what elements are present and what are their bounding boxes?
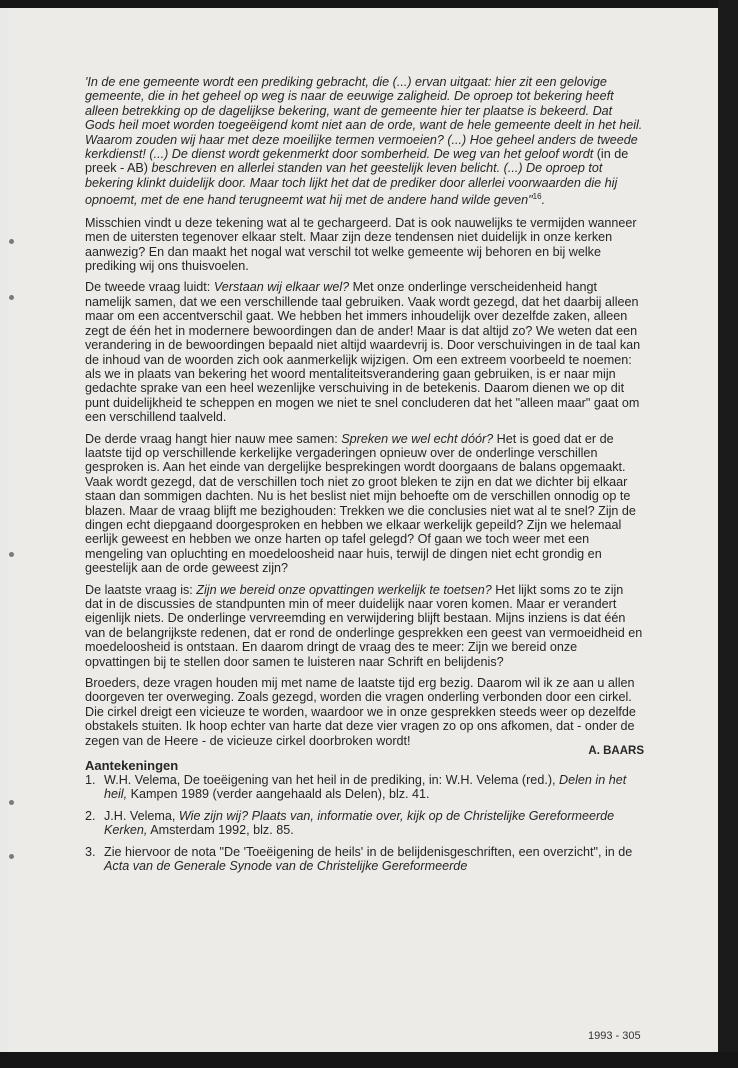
quote-insertion: (in de preek - AB) (85, 147, 629, 176)
scan-edge-right (718, 0, 738, 1068)
note-text: Zie hiervoor de nota "De 'Toeëigening de heils' in de belijdenisgeschriften, een overzicht", in de Acta van de Generale Synode van de Christelijke Gereformeerde (104, 844, 633, 874)
quote-text: 'In de ene gemeente wordt een prediking gebracht, die (...) ervan uitgaat: hier zit een gelovige gemeente, die in het geheel op weg is naar de eeuwige zaligheid. De oproep tot bekering heeft alleen betrekking op de dagelijkse bekering, want de gemeente hier ter plaatse is bekeerd. Dat Gods heil moet worden toegeëigend komt niet aan de orde, want de hele gemeente deelt in het heil. Waarom zouden wij haar met deze moeilijke termen vermoeien? (...) Hoe geheel anders de tweede kerkdienst! (...) De dienst wordt gekenmerkt door somberheid. De weg van het geloof wordt (85, 75, 643, 162)
margin-mark (9, 800, 14, 805)
scan-edge-bottom (0, 1052, 738, 1068)
note-item (85, 845, 644, 874)
quote-end: . (541, 193, 546, 208)
block-quote (85, 75, 644, 208)
margin-mark (9, 295, 14, 300)
article-body (85, 75, 644, 881)
question-emphasis: Spreken we wel echt dóór? (341, 431, 494, 446)
note-item (85, 809, 644, 838)
scan-edge-top (0, 0, 738, 8)
paragraph: Misschien vindt u deze tekening wat al te gechargeerd. Dat is ook nauwelijks te vermijden wanneer men de uitersten tegenover elkaar stelt. Maar zijn deze tendensen niet duidelijk in onze kerken aanwezig? En dan maakt het nogal wat verschil tot welke gemeente wij behoren en bij welke prediking wij ons thuisvoelen. (85, 215, 637, 274)
author-signature: A. BAARS (588, 745, 644, 758)
margin-mark (9, 854, 14, 859)
page-number: 1993 - 305 (588, 1030, 641, 1042)
margin-mark (9, 552, 14, 557)
paragraph: Broeders, deze vragen houden mij met name de laatste tijd erg bezig. Daarom wil ik ze aan u allen doorgeven ter overweging. Zoals gezegd, worden die vragen onderling verbonden door een cirkel. Die cirkel dreigt een vicieuze te worden, waardoor we in onze gesprekken steeds weer op dezelfde obstakels stuiten. Ik hoop echter van harte dat deze vier vragen zo op ons afkomen, dat - onder de zegen van de Heere - de vicieuze cirkel doorbroken wordt! (85, 676, 636, 748)
note-text: J.H. Velema, Wie zijn wij? Plaats van, informatie over, kijk op de Christelijke Gereformeerde Kerken, Amsterdam 1992, blz. 85. (104, 808, 615, 838)
question-emphasis: Zijn we bereid onze opvattingen werkelijk te toetsen? (196, 582, 492, 597)
note-item (85, 773, 644, 802)
notes-heading: Aantekeningen (85, 758, 179, 774)
footnote-reference: 16 (532, 192, 542, 202)
margin-mark (9, 239, 14, 244)
paragraph: De laatste vraag is: Zijn we bereid onze opvattingen werkelijk te toetsen? Het lijkt soms zo te zijn dat in de discussies de standpunten min of meer duidelijk naar voren komen. Maar er verandert eigenlijk niets. De onderlinge vervreemding en verwijdering blijft bestaan. Mijns inziens is dat één van de belangrijkste redenen, dat er rond de onderlinge gesprekken een geest van vermoeidheid en moedeloosheid is ontstaan. En daarom dringt de vraag des te meer: Zijn we bereid onze opvattingen bij te stellen door samen te luisteren naar Schrift en belijdenis? (85, 582, 643, 669)
quote-text-continued: beschreven en allerlei standen van het geestelijk leven belicht. (...) De oproep tot bekering klinkt duidelijk door. Maar toch lijkt het dat de prediker door allerlei voorwaarden die hij opnoemt, met de ene hand terugneemt wat hij met de andere hand wilde geven" (85, 161, 618, 208)
note-text: W.H. Velema, De toeëigening van het heil in de prediking, in: W.H. Velema (red.), Delen in het heil, Kampen 1989 (verder aangehaald als Delen), blz. 41. (104, 773, 627, 802)
note-number: 3. (85, 844, 96, 859)
note-number: 1. (85, 773, 96, 788)
paragraph: De derde vraag hangt hier nauw mee samen: Spreken we wel echt dóór? Het is goed dat er de laatste tijd op verschillende kerkelijke vergaderingen opnieuw over de onderlinge verschillen gesproken is. Aan het einde van dergelijke besprekingen wordt doorgaans de balans opgemaakt. Vaak wordt gezegd, dat de verschillen toch niet zo groot bleken te zijn en dat we dichter bij elkaar staan dan sommigen dachten. Nu is het beslist niet mijn behoefte om de verschillen onnodig op te blazen. Maar de vraag blijft me bezighouden: Trekken we die conclusies niet wat al te snel? Zijn de dingen echt diepgaand doorgesproken en hebben we elkaar werkelijk gepeild? Zijn we helemaal eerlijk geweest en hebben we onze harten op tafel gelegd? Of gaan we toch weer met een mengeling van opluchting en moedeloosheid naar huis, terwijl de dingen niet echt grondig en geestelijk aan de orde geweest zijn? (85, 431, 636, 576)
note-number: 2. (85, 808, 96, 823)
paragraph: De tweede vraag luidt: Verstaan wij elkaar wel? Met onze onderlinge verscheidenheid hangt namelijk samen, dat we een verschillende taal gebruiken. Vaak wordt gezegd, dat het daarbij alleen maar om een accentverschil gaat. We hebben het immers inhoudelijk over dezelfde zaken, alleen zegt de één het in modernere bewoordingen dan de ander! Maar is dat altijd zo? We weten dat een verandering in de bewoordingen bepaald niet altijd waardevrij is. Door verschuivingen in de taal kan de inhoud van de woorden zich ook aanmerkelijk wijzigen. Om een extreem voorbeeld te noemen: als we in plaats van bekering het woord mentaliteitsverandering gaan gebruiken, is er naar mijn gedachte sprake van een heel wezenlijke verschuiving in de betekenis. Daarom dienen we op dit punt duidelijkheid te scheppen en mogen we niet te snel concluderen dat het "alleen maar" gaat om een verschillend taalveld. (85, 280, 641, 425)
question-emphasis: Verstaan wij elkaar wel? (213, 280, 350, 295)
